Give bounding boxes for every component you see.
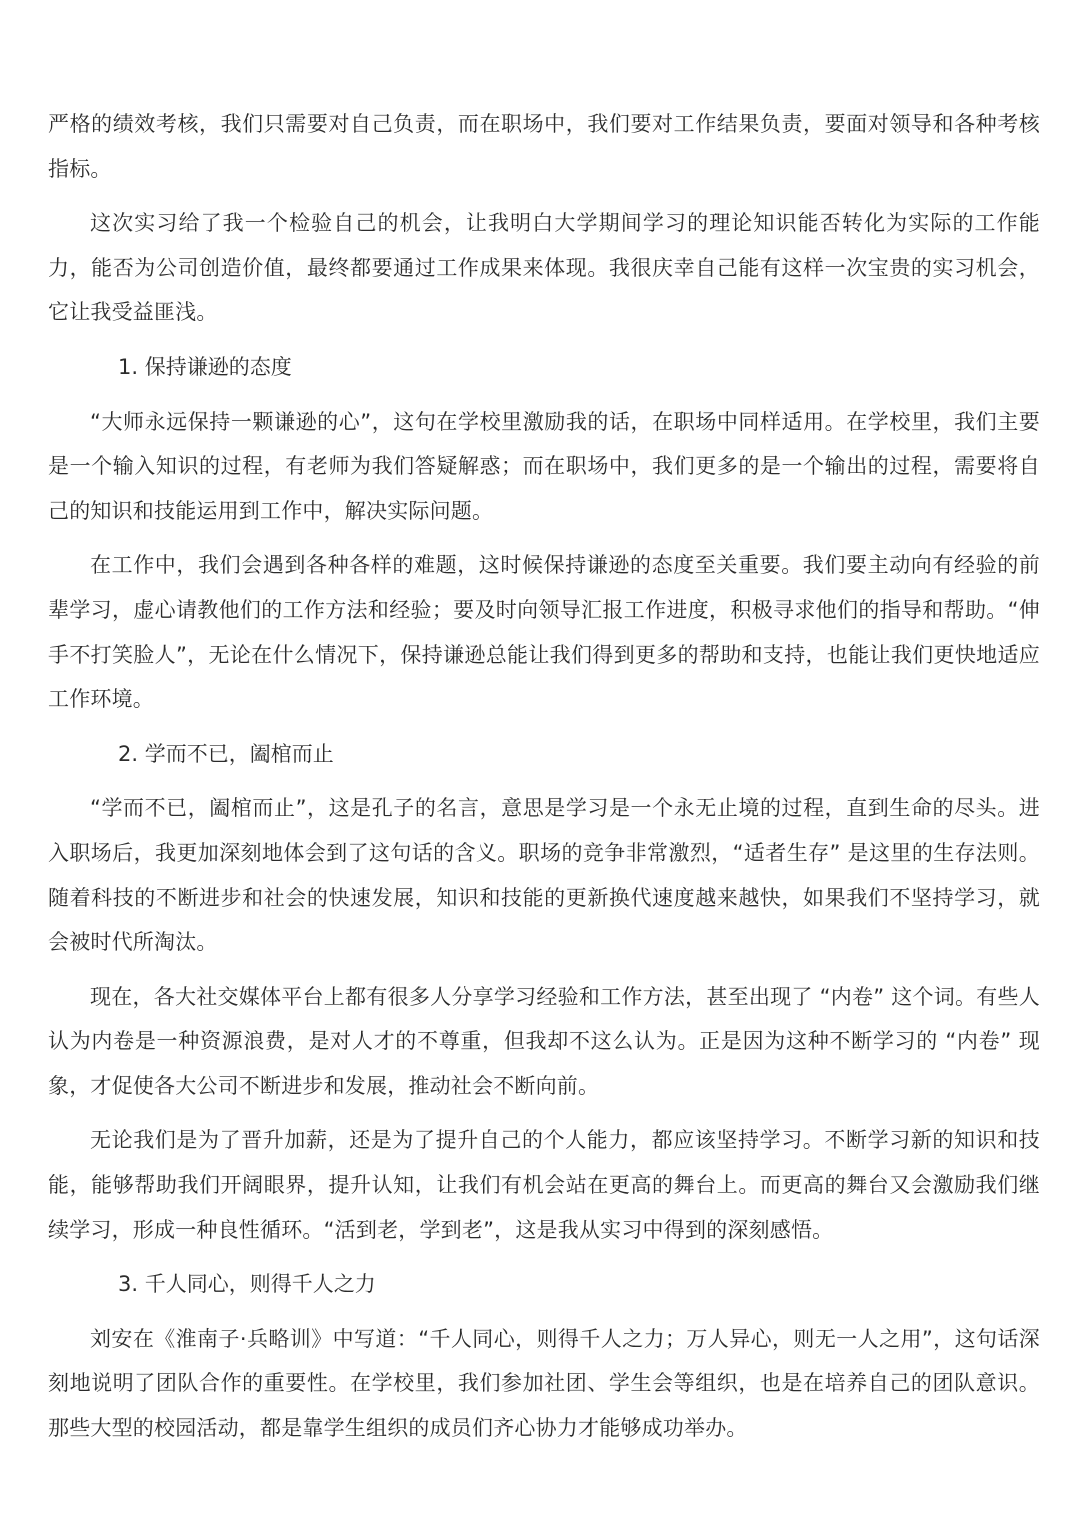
paragraph-7: 无论我们是为了晋升加薪，还是为了提升自己的个人能力，都应该坚持学习。不断学习新的知识和技能，能够帮助我们开阔眼界，提升认知，让我们有机会站在更高的舞台上。而更高的舞台又会激励我们继续学习，形成一种良性循环。“活到老，学到老”，这是我从实习中得到的深刻感悟。 — [48, 1128, 1040, 1242]
section-heading-2: 2. 学而不已，阖棺而止 — [118, 741, 334, 766]
paragraph-4: 在工作中，我们会遇到各种各样的难题，这时候保持谦逊的态度至关重要。我们要主动向有经验的前辈学习，虚心请教他们的工作方法和经验；要及时向领导汇报工作进度，积极寻求他们的指导和帮助。“伸手不打笑脸人”，无论在什么情况下，保持谦逊总能让我们得到更多的帮助和支持，也能让我们更快地适应工作环境。 — [48, 553, 1040, 712]
paragraph-3: “大师永远保持一颗谦逊的心”，这句在学校里激励我的话，在职场中同样适用。在学校里，我们主要是一个输入知识的过程，有老师为我们答疑解惑；而在职场中，我们更多的是一个输出的过程，需要将自己的知识和技能运用到工作中，解决实际问题。 — [48, 409, 1040, 523]
paragraph-2: 这次实习给了我一个检验自己的机会，让我明白大学期间学习的理论知识能否转化为实际的工作能力，能否为公司创造价值，最终都要通过工作成果来体现。我很庆幸自己能有这样一次宝贵的实习机会，它让我受益匪浅。 — [48, 211, 1040, 325]
section-heading-1: 1. 保持谦逊的态度 — [118, 354, 292, 379]
paragraph-8: 刘安在《淮南子·兵略训》中写道：“千人同心，则得千人之力；万人异心，则无一人之用”，这句话深刻地说明了团队合作的重要性。在学校里，我们参加社团、学生会等组织，也是在培养自己的团队意识。那些大型的校园活动，都是靠学生组织的成员们齐心协力才能够成功举办。 — [48, 1326, 1040, 1441]
section-heading-3: 3. 千人同心，则得千人之力 — [118, 1272, 376, 1297]
paragraph-5: “学而不已，阖棺而止”，这是孔子的名言，意思是学习是一个永无止境的过程，直到生命的尽头。进入职场后，我更加深刻地体会到了这句话的含义。职场的竞争非常激烈，“适者生存” 是这里的生存法则。随着科技的不断进步和社会的快速发展，知识和技能的更新换代速度越来越快，如果我们不坚持学习，就会被时代所淘汰。 — [48, 796, 1040, 955]
paragraph-1: 严格的绩效考核，我们只需要对自己负责，而在职场中，我们要对工作结果负责，要面对领导和各种考核指标。 — [48, 112, 1040, 181]
paragraph-6: 现在，各大社交媒体平台上都有很多人分享学习经验和工作方法，甚至出现了 “内卷” 这个词。有些人认为内卷是一种资源浪费，是对人才的不尊重，但我却不这么认为。正是因为这种不断学习的 “内卷” 现象，才促使各大公司不断进步和发展，推动社会不断向前。 — [48, 984, 1040, 1098]
